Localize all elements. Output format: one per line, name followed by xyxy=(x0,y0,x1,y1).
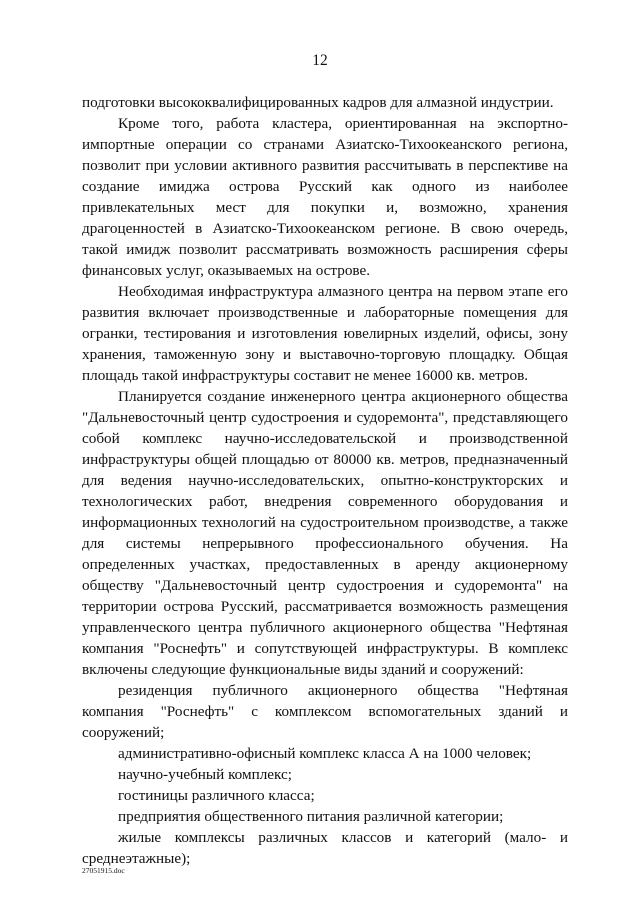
list-item: жилые комплексы различных классов и категорий (мало- и среднеэтажные); xyxy=(82,829,568,867)
list-item: резиденция публичного акционерного общества "Нефтяная компания "Роснефть" с комплексом вспомогательных зданий и сооружений; xyxy=(82,682,568,741)
paragraph-cluster-export: Кроме того, работа кластера, ориентированная на экспортно-импортные операции со странами Азиатско-Тихоокеанского региона, позволит при условии активного развития рассчитывать в перспективе на создание имиджа острова Русский как одного из наиболее привлекательных мест для покупки и, возможно, хранения драгоценностей в Азиатско-Тихоокеанском регионе. В свою очередь, такой имидж позволит рассматривать возможность расширения сферы финансовых услуг, оказываемых на острове. xyxy=(82,115,568,279)
paragraph-continuation: подготовки высококвалифицированных кадров для алмазной индустрии. xyxy=(82,94,554,111)
facility-list xyxy=(82,680,568,869)
paragraph-diamond-infrastructure: Необходимая инфраструктура алмазного центра на первом этапе его развития включает производственные и лабораторные помещения для огранки, тестирования и изготовления ювелирных изделий, офисы, зону хранения, таможенную зону и выставочно-торговую площадку. Общая площадь такой инфраструктуры составит не менее 16000 кв. метров. xyxy=(82,283,568,384)
page-number: 12 xyxy=(312,52,328,69)
list-item: административно-офисный комплекс класса А на 1000 человек; xyxy=(118,745,532,762)
document-body xyxy=(82,92,568,869)
file-name-footer: 27051915.doc xyxy=(82,866,125,875)
list-item: гостиницы различного класса; xyxy=(118,787,315,804)
list-item: предприятия общественного питания различной категории; xyxy=(118,808,504,825)
paragraph-engineering-center: Планируется создание инженерного центра акционерного общества "Дальневосточный центр судостроения и судоремонта", представляющего собой комплекс научно-исследовательской и производственной инфраструктуры общей площадью от 80000 кв. метров, предназначенный для ведения научно-исследовательских, опытно-конструкторских и технологических работ, внедрения современного оборудования и информационных технологий на судостроительном производстве, а также для системы непрерывного профессионального обучения. На определенных участках, предоставленных в аренду акционерному обществу "Дальневосточный центр судостроения и судоремонта" на территории острова Русский, рассматривается возможность размещения управленческого центра публичного акционерного общества "Нефтяная компания "Роснефть" и сопутствующей инфраструктуры. В комплекс включены следующие функциональные виды зданий и сооружений: xyxy=(82,388,568,678)
list-item: научно-учебный комплекс; xyxy=(118,766,292,783)
